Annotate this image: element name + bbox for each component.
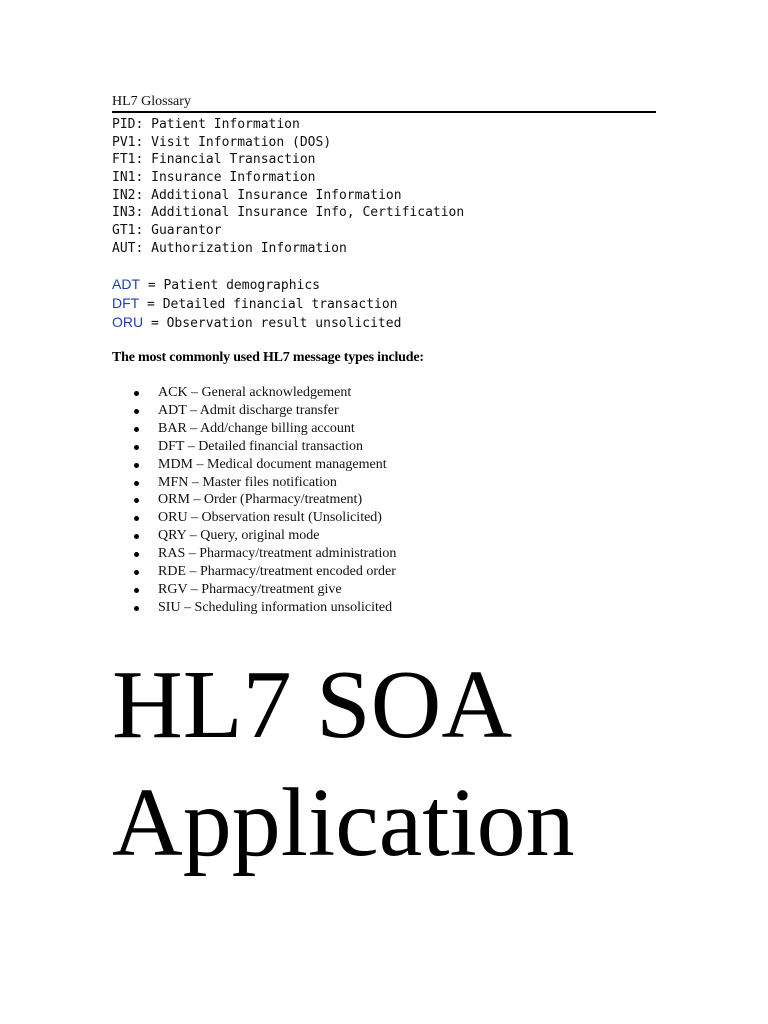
segment-list — [112, 116, 656, 258]
bullet-icon — [134, 463, 139, 468]
segment-item: PID: Patient Information — [112, 117, 300, 132]
message-type-text: RDE – Pharmacy/treatment encoded order — [158, 563, 396, 579]
bullet-icon — [134, 516, 139, 521]
segment-item: IN1: Insurance Information — [112, 170, 316, 186]
message-code-description: = Observation result unsolicited — [143, 316, 402, 332]
bullet-icon — [134, 606, 139, 611]
document-page — [112, 94, 656, 616]
bullet-icon — [134, 498, 139, 503]
message-type-item — [112, 563, 656, 581]
message-type-text: SIU – Scheduling information unsolicited — [158, 599, 393, 615]
message-type-item — [112, 491, 656, 509]
message-code-description: = Patient demographics — [140, 277, 321, 293]
document-title — [112, 646, 575, 882]
message-type-item — [112, 509, 656, 527]
message-code-description: = Detailed financial transaction — [139, 296, 398, 312]
bullet-icon — [134, 445, 139, 450]
bullet-icon — [134, 534, 139, 539]
segment-item: IN3: Additional Insurance Info, Certification — [112, 205, 465, 221]
message-code-item — [112, 275, 656, 294]
message-type-item — [112, 384, 656, 402]
glossary-title: HL7 Glossary — [112, 94, 656, 113]
message-code-item — [112, 313, 656, 332]
message-type-text: MDM – Medical document management — [158, 456, 387, 472]
message-type-text: BAR – Add/change billing account — [158, 421, 355, 437]
bullet-icon — [134, 481, 139, 486]
message-type-list — [112, 384, 656, 616]
document-title-line-2: Application — [112, 769, 575, 877]
message-code: ADT — [112, 275, 140, 292]
message-type-item — [112, 474, 656, 492]
bullet-icon — [134, 570, 139, 575]
message-type-item — [112, 545, 656, 563]
segment-item: PV1: Visit Information (DOS) — [112, 134, 332, 150]
message-type-item — [112, 420, 656, 438]
bullet-icon — [134, 588, 139, 593]
message-type-item — [112, 527, 656, 545]
message-type-item — [112, 456, 656, 474]
message-type-item — [112, 581, 656, 599]
bullet-icon — [134, 552, 139, 557]
message-type-text: ORU – Observation result (Unsolicited) — [158, 510, 382, 526]
segment-item: IN2: Additional Insurance Information — [112, 187, 402, 203]
message-code: ORU — [112, 314, 144, 331]
message-type-item — [112, 402, 656, 420]
message-type-text: MFN – Master files notification — [158, 474, 337, 490]
bullet-icon — [134, 409, 139, 414]
message-type-text: RGV – Pharmacy/treatment give — [158, 581, 342, 597]
message-type-item — [112, 599, 656, 617]
message-type-text: RAS – Pharmacy/treatment administration — [158, 545, 397, 561]
message-type-text: ADT – Admit discharge transfer — [158, 403, 339, 419]
message-type-text: ORM – Order (Pharmacy/treatment) — [158, 492, 363, 508]
segment-item: GT1: Guarantor — [112, 223, 222, 239]
message-type-text: ACK – General acknowledgement — [158, 385, 352, 401]
bullet-icon — [134, 427, 139, 432]
message-code-list — [112, 275, 656, 333]
segment-item: FT1: Financial Transaction — [112, 152, 316, 168]
document-title-line-1: HL7 SOA — [112, 651, 513, 759]
message-code: DFT — [112, 294, 140, 311]
segment-item: AUT: Authorization Information — [112, 240, 347, 256]
message-code-item — [112, 294, 656, 313]
message-type-text: DFT – Detailed financial transaction — [158, 438, 364, 454]
bullet-icon — [134, 391, 139, 396]
message-type-item — [112, 438, 656, 456]
common-types-heading: The most commonly used HL7 message types include: — [112, 350, 424, 366]
message-type-text: QRY – Query, original mode — [158, 528, 320, 544]
